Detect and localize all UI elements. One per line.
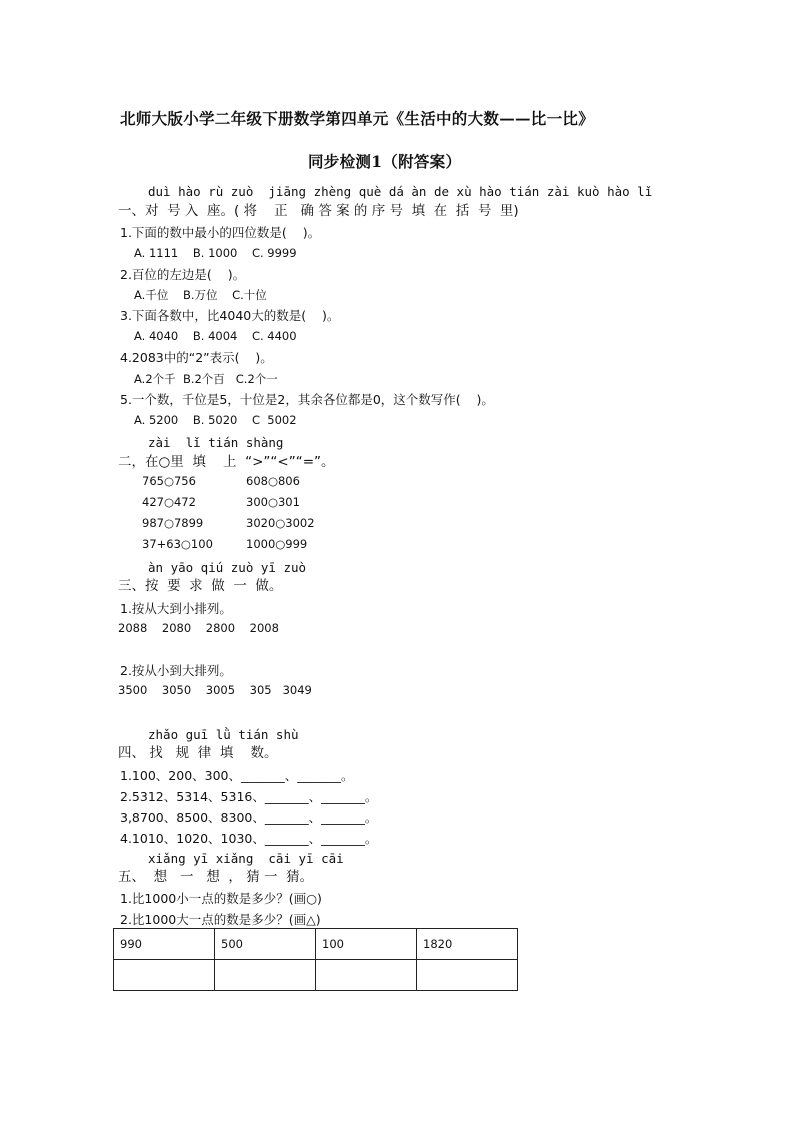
question-4-options: A.2个千 B.2个百 C.2个一 — [134, 372, 278, 386]
section3-q1-numbers: 2088 2080 2800 2008 — [118, 621, 279, 635]
question-3: 3.下面各数中，比4040大的数是( )。 — [120, 308, 340, 323]
compare-row1-a: 765○756 — [142, 474, 196, 488]
question-2: 2.百位的左边是( )。 — [120, 267, 246, 282]
pattern-item-1: 1.100、200、300、_______、_______。 — [120, 768, 354, 783]
table-cell: 1820 — [417, 929, 518, 960]
section3-q1: 1.按从大到小排列。 — [120, 601, 232, 616]
table-cell: 990 — [114, 929, 215, 960]
section3-pinyin: àn yāo qiú zuò yī zuò — [148, 560, 307, 575]
table-cell-empty[interactable] — [316, 960, 417, 991]
section5-heading: 五、 想 一 想 ， 猜 一 猜。 — [118, 869, 314, 885]
compare-row3-a: 987○7899 — [142, 516, 204, 530]
question-4: 4.2083中的“2”表示( )。 — [120, 350, 273, 365]
section5-q2: 2.比1000大一点的数是多少？(画△) — [120, 912, 321, 927]
answer-table — [113, 928, 518, 991]
section5-pinyin: xiǎng yī xiǎng cāi yī cāi — [148, 851, 344, 866]
question-5: 5.一个数，千位是5，十位是2，其余各位都是0，这个数写作( )。 — [120, 392, 494, 407]
section2-pinyin: zài lǐ tián shàng — [148, 435, 284, 450]
question-1-options: A. 1111 B. 1000 C. 9999 — [134, 246, 297, 260]
section1-heading: 一、对 号 入 座。( 将 正 确 答 案 的 序 号 填 在 括 号 里) — [118, 203, 519, 219]
table-cell-empty[interactable] — [215, 960, 316, 991]
section3-heading: 三、按 要 求 做 一 做。 — [118, 578, 283, 594]
question-5-options: A. 5200 B. 5020 C 5002 — [134, 413, 297, 427]
page-title: 北师大版小学二年级下册数学第四单元《生活中的大数——比一比》 — [120, 109, 595, 128]
question-1: 1.下面的数中最小的四位数是( )。 — [120, 225, 321, 240]
section5-q1: 1.比1000小一点的数是多少？(画○) — [120, 891, 322, 906]
section1-pinyin: duì hào rù zuò jiāng zhèng què dá àn de xù hào tián zài kuò hào lǐ — [148, 184, 653, 199]
section2-heading: 二，在○里 填 上 “>”“<”“=”。 — [118, 454, 335, 470]
section4-heading: 四、 找 规 律 填 数。 — [118, 745, 278, 761]
table-cell: 500 — [215, 929, 316, 960]
compare-row2-a: 427○472 — [142, 495, 196, 509]
page-subtitle: 同步检测1（附答案） — [308, 152, 462, 171]
section3-q2-numbers: 3500 3050 3005 305 3049 — [118, 683, 312, 697]
question-3-options: A. 4040 B. 4004 C. 4400 — [134, 329, 297, 343]
table-row — [114, 960, 518, 991]
compare-row4-b: 1000○999 — [246, 537, 308, 551]
table-cell-empty[interactable] — [114, 960, 215, 991]
question-2-options: A.千位 B.万位 C.十位 — [134, 288, 267, 302]
pattern-item-2: 2.5312、5314、5316、_______、_______。 — [120, 789, 378, 804]
compare-row2-b: 300○301 — [246, 495, 300, 509]
compare-row3-b: 3020○3002 — [246, 516, 315, 530]
pattern-item-3: 3,8700、8500、8300、_______、_______。 — [120, 810, 378, 825]
pattern-item-4: 4.1010、1020、1030、_______、_______。 — [120, 831, 378, 846]
table-row — [114, 929, 518, 960]
compare-row1-b: 608○806 — [246, 474, 300, 488]
section4-pinyin: zhǎo guī lǜ tián shù — [148, 727, 299, 742]
table-cell: 100 — [316, 929, 417, 960]
section3-q2: 2.按从小到大排列。 — [120, 663, 232, 678]
table-cell-empty[interactable] — [417, 960, 518, 991]
compare-row4-a: 37+63○100 — [142, 537, 213, 551]
